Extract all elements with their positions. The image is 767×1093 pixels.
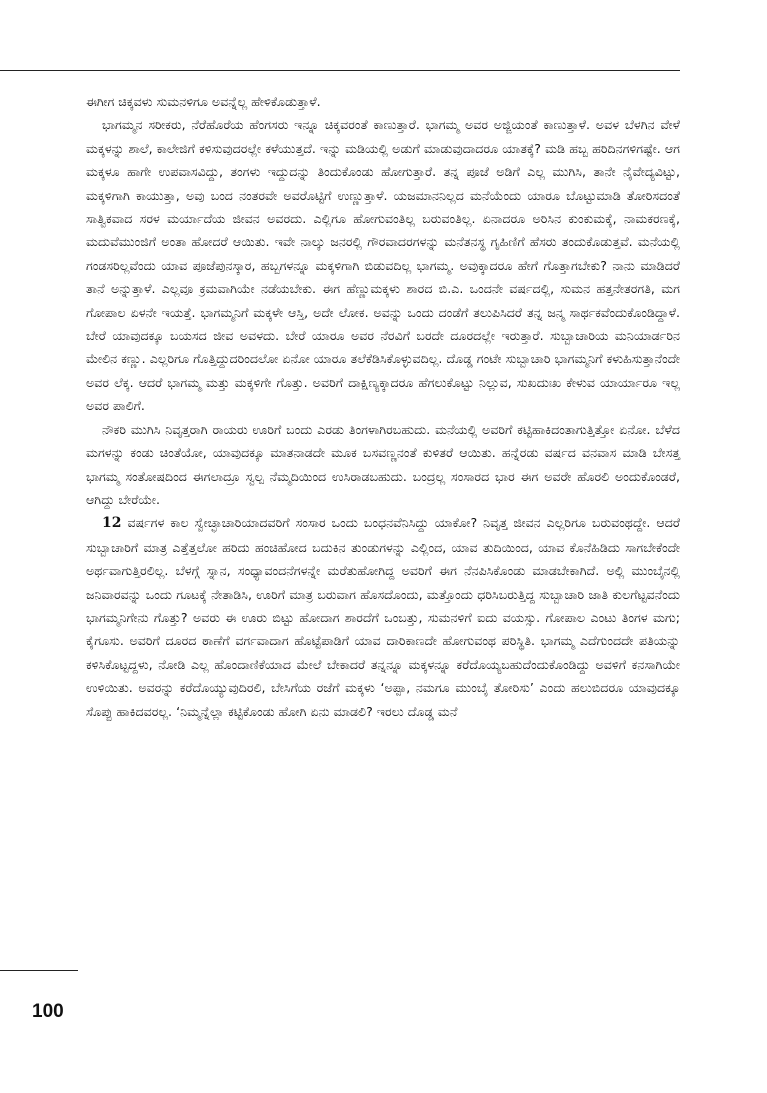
footer-rule <box>0 970 78 971</box>
paragraph-2: ಭಾಗಮ್ಮನ ಸರೀಕರು, ನೆರೆಹೊರೆಯ ಹೆಂಗಸರು ಇನ್ನೂ ಚಿಕ್ಕವರಂತೆ ಕಾಣುತ್ತಾರೆ. ಭಾಗಮ್ಮ ಅವರ ಅಜ್ಜಿಯಂತೆ ಕಾಣುತ್ತಾಳೆ. ಅವಳ ಬೆಳಗಿನ ವೇಳೆ ಮಕ್ಕಳನ್ನು ಶಾಲೆ, ಕಾಲೇಜಿಗೆ ಕಳಿಸುವುದರಲ್ಲೇ ಕಳೆಯುತ್ತದೆ. ಇನ್ನು ಮಡಿಯಲ್ಲಿ ಅಡುಗೆ ಮಾಡುವುದಾದರೂ ಯಾತಕ್ಕೆ? ಮಡಿ ಹಬ್ಬ ಹರಿದಿನಗಳಿಗಷ್ಟೇ. ಆಗ ಮಕ್ಕಳೂ ಹಾಗೇ ಉಪವಾಸವಿದ್ದು, ತಂಗಳು ಇದ್ದುದನ್ನು ತಿಂದುಕೊಂಡು ಹೋಗುತ್ತಾರೆ. ತನ್ನ ಪೂಜೆ ಅಡಿಗೆ ಎಲ್ಲ ಮುಗಿಸಿ, ತಾನೇ ನೈವೇದ್ಯವಿಟ್ಟು, ಮಕ್ಕಳಿಗಾಗಿ ಕಾಯುತ್ತಾ, ಅವು ಬಂದ ನಂತರವೇ ಅವರೊಟ್ಟಿಗೆ ಉಣ್ಣುತ್ತಾಳೆ. ಯಜಮಾನನಿಲ್ಲದ ಮನೆಯೆಂದು ಯಾರೂ ಬೊಟ್ಟುಮಾಡಿ ತೋರಿಸದಂತೆ ಸಾತ್ವಿಕವಾದ ಸರಳ ಮರ್ಯಾದೆಯ ಜೀವನ ಅವರದು. ಎಲ್ಲಿಗೂ ಹೋಗುವಂತಿಲ್ಲ ಬರುವಂತಿಲ್ಲ. ಏನಾದರೂ ಅರಿಸಿನ ಕುಂಕುಮಕ್ಕೆ, ನಾಮಕರಣಕ್ಕೆ, ಮದುವೆಮುಂಜಿಗೆ ಅಂತಾ ಹೋದರೆ ಆಯಿತು. ಇವೇ ನಾಲ್ಕು ಜನರಲ್ಲಿ ಗೌರವಾದರಗಳನ್ನು ಮನೆತನಸ್ಥ ಗೃಹಿಣಿಗೆ ಹೆಸರು ತಂದುಕೊಡುತ್ತವೆ. ಮನೆಯಲ್ಲಿ ಗಂಡಸರಿಲ್ಲವೆಂದು ಯಾವ ಪೂಜೆಪುನಸ್ಕಾರ, ಹಬ್ಬಗಳನ್ನೂ ಮಕ್ಕಳಿಗಾಗಿ ಬಿಡುವದಿಲ್ಲ ಭಾಗಮ್ಮ. ಅವುಕ್ಕಾದರೂ ಹೇಗೆ ಗೊತ್ತಾಗಬೇಕು? ನಾನು ಮಾಡಿದರೆ ತಾನೆ ಅನ್ನುತ್ತಾಳೆ. ಎಲ್ಲವೂ ಕ್ರಮವಾಗಿಯೇ ನಡೆಯಬೇಕು. ಈಗ ಹೆಣ್ಣುಮಕ್ಕಳು ಶಾರದ ಬಿ.ಎ. ಒಂದನೇ ವರ್ಷದಲ್ಲಿ, ಸುಮನ ಹತ್ತನೇತರಗತಿ, ಮಗ ಗೋಪಾಲ ಏಳನೇ ಇಯತ್ತೆ. ಭಾಗಮ್ಮನಿಗೆ ಮಕ್ಕಳೇ ಆಸ್ತಿ, ಅದೇ ಲೋಕ. ಅವನ್ನು ಒಂದು ದಂಡೆಗೆ ತಲುಪಿಸಿದರೆ ತನ್ನ ಜನ್ಮ ಸಾರ್ಥಕವೆಂದುಕೊಂಡಿದ್ದಾಳೆ. ಬೇರೆ ಯಾವುದಕ್ಕೂ ಬಯಸದ ಜೀವ ಅವಳದು. ಬೇರೆ ಯಾರೂ ಅವರ ನೆರವಿಗೆ ಬರದೇ ದೂರದಲ್ಲೇ ಇರುತ್ತಾರೆ. ಸುಬ್ಬಾಚಾರಿಯ ಮನಿಯಾರ್ಡರಿನ ಮೇಲಿನ ಕಣ್ಣು. ಎಲ್ಲರಿಗೂ ಗೊತ್ತಿದ್ದುದರಿಂದಲೋ ಏನೋ ಯಾರೂ ತಲೆಕೆಡಿಸಿಕೊಳ್ಳುವದಿಲ್ಲ. ದೊಡ್ಡ ಗಂಟೇ ಸುಬ್ಬಾಚಾರಿ ಭಾಗಮ್ಮನಿಗೆ ಕಳುಹಿಸುತ್ತಾನೆಂದೇ ಅವರ ಲೆಕ್ಕ. ಆದರೆ ಭಾಗಮ್ಮ ಮತ್ತು ಮಕ್ಕಳಿಗೇ ಗೊತ್ತು. ಅವರಿಗೆ ದಾಕ್ಷಿಣ್ಯಕ್ಕಾದರೂ ಹೆಗಲುಕೊಟ್ಟು ನಿಲ್ಲುವ, ಸುಖದುಃಖ ಕೇಳುವ ಯಾರ್ಯಾರೂ ಇಲ್ಲ ಅವರ ಪಾಲಿಗೆ. <box>86 117 680 414</box>
paragraph-4-text: ವರ್ಷಗಳ ಕಾಲ ಸ್ವೇಚ್ಛಾಚಾರಿಯಾದವರಿಗೆ ಸಂಸಾರ ಒಂದು ಬಂಧನವೆನಿಸಿದ್ದು ಯಾಕೋ? ನಿವೃತ್ತ ಜೀವನ ಎಲ್ಲರಿಗೂ ಬರುವಂಥದ್ದೇ. ಆದರೆ ಸುಬ್ಬಾಚಾರಿಗೆ ಮಾತ್ರ ಎತ್ತೆತ್ತಲೋ ಹರಿದು ಹಂಚಿಹೋದ ಬದುಕಿನ ತುಂಡುಗಳನ್ನು ಎಲ್ಲಿಂದ, ಯಾವ ತುದಿಯಿಂದ, ಯಾವ ಕೊನೆಹಿಡಿದು ಸಾಗಬೇಕೆಂದೇ ಅರ್ಥವಾಗುತ್ತಿರಲಿಲ್ಲ. ಬೆಳಗ್ಗೆ ಸ್ನಾನ, ಸಂಧ್ಯಾವಂದನೆಗಳನ್ನೇ ಮರೆತುಹೋಗಿದ್ದ ಅವರಿಗೆ ಈಗ ನೆನಪಿಸಿಕೊಂಡು ಮಾಡಬೇಕಾಗಿದೆ. ಅಲ್ಲಿ ಮುಂಬೈನಲ್ಲಿ ಜನಿವಾರವನ್ನು ಒಂದು ಗೂಟಕ್ಕೆ ನೇತಾಡಿಸಿ, ಊರಿಗೆ ಮಾತ್ರ ಬರುವಾಗ ಹೊಸದೊಂದು, ಮತ್ತೊಂದು ಧರಿಸಿಬರುತ್ತಿದ್ದ ಸುಬ್ಬಾಚಾರಿ ಜಾತಿ ಕುಲಗೆಟ್ಟವನೆಂದು ಭಾಗಮ್ಮನಿಗೇನು ಗೊತ್ತು? ಅವರು ಈ ಊರು ಬಿಟ್ಟು ಹೋದಾಗ ಶಾರದೆಗೆ ಒಂಬತ್ತು, ಸುಮನಳಿಗೆ ಐದು ವಯಸ್ಸು. ಗೋಪಾಲ ಎಂಟು ತಿಂಗಳ ಮಗು; ಕೈಗೂಸು. ಅವರಿಗೆ ದೂರದ ಠಾಣೆಗೆ ವರ್ಗವಾದಾಗ ಹೊಟ್ಟೆಪಾಡಿಗೆ ಯಾವ ದಾರಿಕಾಣದೇ ಹೋಗುವಂಥ ಪರಿಸ್ಥಿತಿ. ಭಾಗಮ್ಮ ಎದೆಗುಂದದೇ ಪತಿಯನ್ನು ಕಳಿಸಿಕೊಟ್ಟದ್ದಳು, ನೋಡಿ ಎಲ್ಲ ಹೊಂದಾಣಿಕೆಯಾದ ಮೇಲೆ ಬೇಕಾದರೆ ತನ್ನನ್ನೂ ಮಕ್ಕಳನ್ನೂ ಕರೆದೊಯ್ಯಬಹುದೆಂದುಕೊಂಡಿದ್ದು ಅವಳಿಗೆ ಕನಸಾಗಿಯೇ ಉಳಿಯಿತು. ಅವರನ್ನು ಕರೆದೊಯ್ಯುವುದಿರಲಿ, ಬೇಸಿಗೆಯ ರಜೆಗೆ ಮಕ್ಕಳು ‘ಅಪ್ಪಾ, ನಮಗೂ ಮುಂಬೈ ತೋರಿಸು’ ಎಂದು ಹಲುಬಿದರೂ ಯಾವುದಕ್ಕೂ ಸೊಪ್ಪು ಹಾಕಿದವರಲ್ಲ. ‘ನಿಮ್ಮನ್ನೆಲ್ಲಾ ಕಟ್ಟಿಕೊಂಡು ಹೋಗಿ ಏನು ಮಾಡಲಿ? ಇರಲು ದೊಡ್ಡ ಮನೆ <box>86 515 680 719</box>
paragraph-4-number: 12 <box>102 515 122 532</box>
paragraph-4 <box>86 511 680 723</box>
body-text <box>86 90 680 723</box>
header-rule <box>0 70 680 71</box>
page-number: 100 <box>32 1001 64 1022</box>
paragraph-1: ಈಗೀಗ ಚಿಕ್ಕವಳು ಸುಮನಳಿಗೂ ಅವನ್ನೆಲ್ಲ ಹೇಳಿಕೊಡುತ್ತಾಳೆ. <box>86 94 321 109</box>
paragraph-3: ನೌಕರಿ ಮುಗಿಸಿ ನಿವೃತ್ತರಾಗಿ ರಾಯರು ಊರಿಗೆ ಬಂದು ಎರಡು ತಿಂಗಳಾಗಿರಬಹುದು. ಮನೆಯಲ್ಲಿ ಅವರಿಗೆ ಕಟ್ಟಿಹಾಕಿದಂತಾಗುತ್ತಿತ್ತೋ ಏನೋ. ಬೆಳೆದ ಮಗಳನ್ನು ಕಂಡು ಚಿಂತೆಯೋ, ಯಾವುದಕ್ಕೂ ಮಾತನಾಡದೇ ಮೂಕ ಬಸವಣ್ಣನಂತೆ ಕುಳಿತರೆ ಆಯಿತು. ಹನ್ನೆರಡು ವರ್ಷದ ವನವಾಸ ಮಾಡಿ ಬೇಸತ್ತ ಭಾಗಮ್ಮ ಸಂತೋಷದಿಂದ ಈಗಲಾದ್ರೂ ಸ್ವಲ್ಪ ನೆಮ್ಮದಿಯಿಂದ ಉಸಿರಾಡಬಹುದು. ಬಂದ್ರಲ್ಲ ಸಂಸಾರದ ಭಾರ ಈಗ ಅವರೇ ಹೊರಲಿ ಅಂದುಕೊಂಡರೆ, ಆಗಿದ್ದು ಬೇರೆಯೇ. <box>86 421 680 507</box>
